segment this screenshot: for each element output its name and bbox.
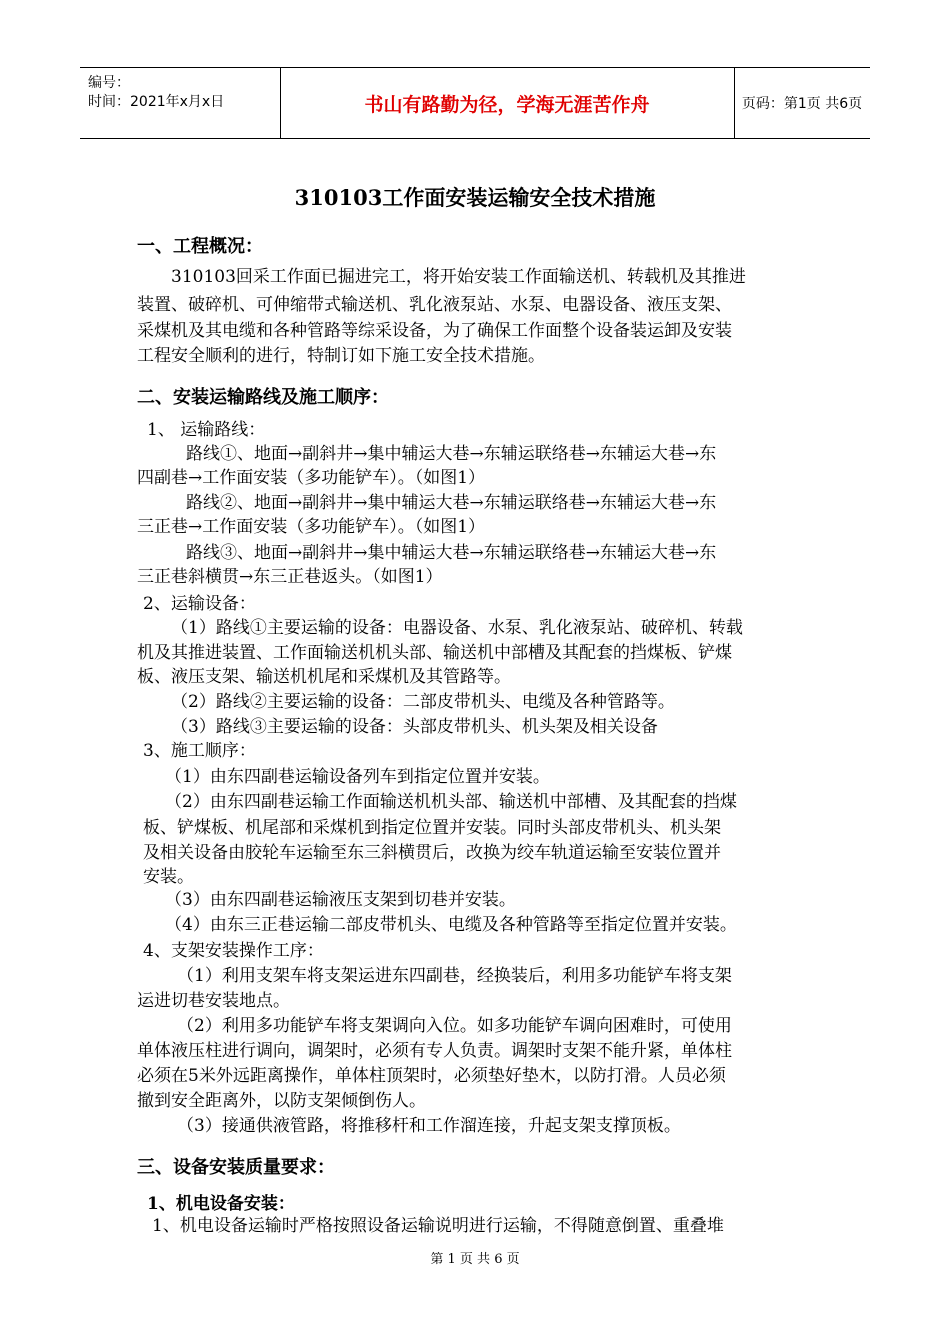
section-heading-route: 二、安装运输路线及施工顺序： [137,387,389,408]
paragraph-line: 四副巷→工作面安装（多功能铲车）。（如图1） [137,468,486,488]
paragraph-line: 路线③、地面→副斜井→集中辅运大巷→东辅运联络巷→东辅运大巷→东 [186,543,717,563]
paragraph-line: 310103回采工作面已掘进完工，将开始安装工作面输送机、转载机及其推进 [171,267,746,287]
paragraph-line: （2）由东四副巷运输工作面输送机机头部、输送机中部槽、及其配套的挡煤 [165,792,737,812]
header-motto: 书山有路勤为径，学海无涯苦作舟 [280,68,735,138]
section-heading-quality: 三、设备安装质量要求： [137,1157,335,1178]
document-title: 310103工作面安装运输安全技术措施 [294,185,656,210]
paragraph-line: （3）路线③主要运输的设备：头部皮带机头、机头架及相关设备 [171,717,658,737]
paragraph-line: 1、 运输路线： [147,420,266,440]
section-heading-overview: 一、工程概况： [137,236,263,257]
paragraph-line: 路线①、地面→副斜井→集中辅运大巷→东辅运联络巷→东辅运大巷→东 [186,444,717,464]
paragraph-line: 单体液压柱进行调向，调架时，必须有专人负责。调架时支架不能升紧，单体柱 [137,1041,732,1061]
paragraph-line: 4、支架安装操作工序： [143,941,324,961]
paragraph-line: （1）由东四副巷运输设备列车到指定位置并安装。 [165,767,550,787]
paragraph-line: （1）路线①主要运输的设备：电器设备、水泵、乳化液泵站、破碎机、转载 [171,618,743,638]
document-time-label: 时间：2021年x月x日 [88,94,225,110]
paragraph-line: （4）由东三正巷运输二部皮带机头、电缆及各种管路等至指定位置并安装。 [165,915,737,935]
paragraph-line: 2、运输设备： [143,594,256,614]
page-header [80,67,870,139]
paragraph-line: （2）路线②主要运输的设备：二部皮带机头、电缆及各种管路等。 [171,692,675,712]
page-footer: 第 1 页 共 6 页 [430,1252,520,1267]
paragraph-line: 运进切巷安装地点。 [137,991,290,1011]
paragraph-line: 机及其推进装置、工作面输送机机头部、输送机中部槽及其配套的挡煤板、铲煤 [137,643,732,663]
header-meta-cell [80,68,281,138]
paragraph-line: 装置、破碎机、可伸缩带式输送机、乳化液泵站、水泵、电器设备、液压支架、 [137,295,732,315]
paragraph-line: （3）由东四副巷运输液压支架到切巷并安装。 [165,890,516,910]
paragraph-line: 3、施工顺序： [143,741,256,761]
paragraph-line: 路线②、地面→副斜井→集中辅运大巷→东辅运联络巷→东辅运大巷→东 [186,493,717,513]
header-page-number: 页码：第1页 共6页 [741,96,863,112]
paragraph-line: （1）利用支架车将支架运进东四副巷，经换装后，利用多功能铲车将支架 [177,966,732,986]
paragraph-line: （2）利用多功能铲车将支架调向入位。如多功能铲车调向困难时，可使用 [177,1016,732,1036]
paragraph-line: （3）接通供液管路，将推移杆和工作溜连接，升起支架支撑顶板。 [177,1116,681,1136]
paragraph-line: 必须在5米外远距离操作，单体柱顶架时，必须垫好垫木，以防打滑。人员必须 [137,1066,726,1086]
paragraph-line: 工程安全顺利的进行，特制订如下施工安全技术措施。 [137,346,545,366]
paragraph-line: 采煤机及其电缆和各种管路等综采设备，为了确保工作面整个设备装运卸及安装 [137,321,732,341]
subsection-heading: 1、机电设备安装： [147,1194,295,1214]
paragraph-line: 板、铲煤板、机尾部和采煤机到指定位置并安装。同时头部皮带机头、机头架 [143,818,721,838]
paragraph-line: 1、机电设备运输时严格按照设备运输说明进行运输，不得随意倒置、重叠堆 [152,1216,724,1236]
paragraph-line: 安装。 [143,867,194,887]
paragraph-line: 三正巷斜横贯→东三正巷返头。（如图1） [137,567,443,587]
paragraph-line: 三正巷→工作面安装（多功能铲车）。（如图1） [137,517,486,537]
paragraph-line: 板、液压支架、输送机机尾和采煤机及其管路等。 [137,667,511,687]
paragraph-line: 及相关设备由胶轮车运输至东三斜横贯后，改换为绞车轨道运输至安装位置并 [143,843,721,863]
document-number-label: 编号： [88,75,130,91]
paragraph-line: 撤到安全距离外，以防支架倾倒伤人。 [137,1091,426,1111]
